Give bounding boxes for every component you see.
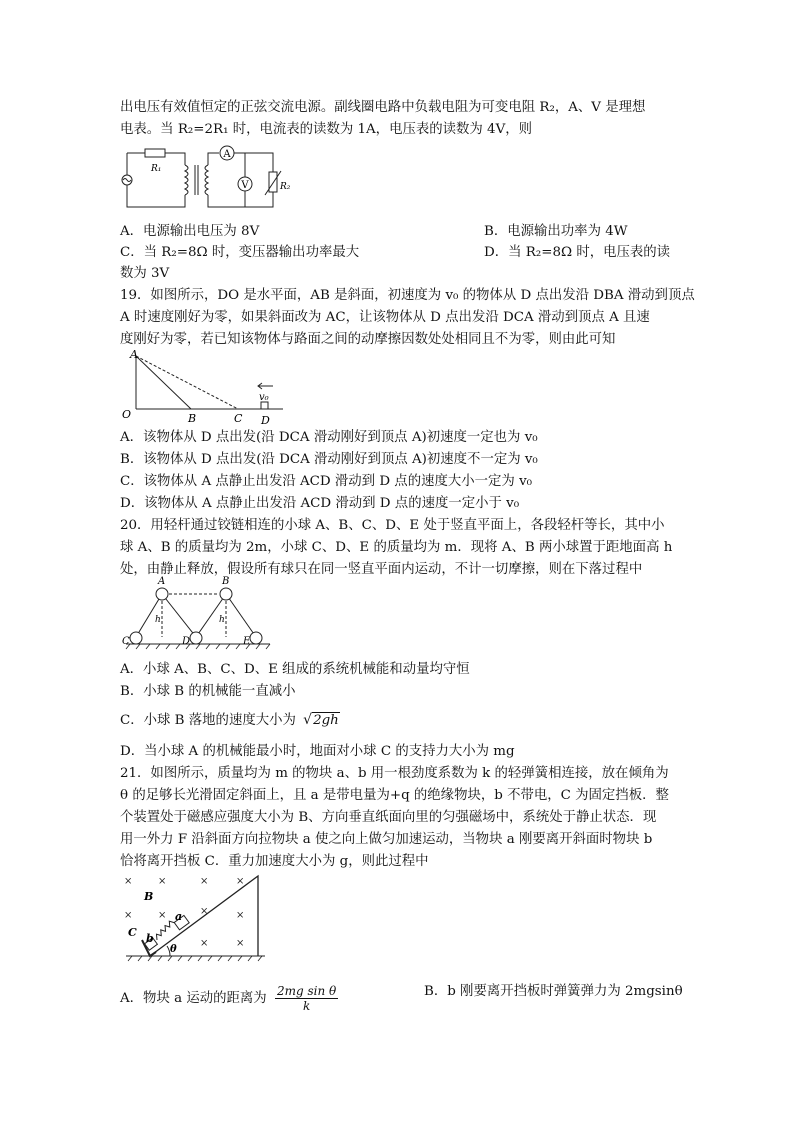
- q21-stem-line2: θ 的足够长光滑固定斜面上，且 a 是带电量为+q 的绝缘物块，b 不带电，C 为固定挡板．整: [120, 788, 669, 803]
- field-cross-10: ×: [236, 938, 245, 949]
- ball-b-label: B: [222, 576, 230, 587]
- point-d: D: [261, 414, 270, 427]
- q20-stem-line1: 20．用轻杆通过铰链相连的小球 A、B、C、D、E 处于竖直平面上，各段轻杆等长，其中小: [120, 518, 665, 533]
- ball-a-label: A: [158, 576, 166, 587]
- ammeter-label: A: [223, 149, 231, 160]
- q18-option-b: B．电源输出功率为 4W: [484, 224, 628, 239]
- field-cross-7: ×: [158, 910, 167, 921]
- field-cross-4: ×: [236, 876, 245, 887]
- magnetic-incline-figure: [120, 868, 270, 966]
- linked-balls-figure: [118, 574, 278, 652]
- q18-option-d-cont: 数为 3V: [120, 266, 170, 281]
- q18-option-d: D．当 R₂=8Ω 时，电压表的读: [484, 245, 671, 260]
- q21-option-a-text: A．物块 a 运动的距离为: [120, 990, 267, 1006]
- q20-option-a: A．小球 A、B、C、D、E 组成的系统机械能和动量均守恒: [120, 662, 470, 677]
- field-b-label: B: [144, 890, 154, 903]
- q19-option-b: B．该物体从 D 点出发(沿 DCA 滑动刚好到顶点 A)初速度不一定为 v₀: [120, 452, 538, 467]
- field-cross-8: ×: [236, 910, 245, 921]
- field-cross-3: ×: [200, 876, 209, 887]
- q18-option-a: A．电源输出电压为 8V: [120, 224, 260, 239]
- transformer-circuit-figure: [115, 145, 291, 215]
- sqrt-formula: √2gh: [303, 712, 339, 728]
- q19-option-c: C．该物体从 A 点静止出发沿 ACD 滑动到 D 点的速度大小一定为 v₀: [120, 474, 533, 489]
- q19-stem-line1: 19．如图所示，DO 是水平面，AB 是斜面，初速度为 v₀ 的物体从 D 点出发沿 DBA 滑动到顶点: [120, 288, 695, 303]
- r1-label: R₁: [151, 164, 162, 174]
- height-h-right: h: [219, 615, 225, 625]
- q21-stem-line4: 用一外力 F 沿斜面方向拉物块 a 使之向上做匀加速运动，当物块 a 刚要离开斜面时物块 b: [120, 832, 653, 847]
- q21-option-a: [120, 984, 338, 1014]
- q19-option-d: D．该物体从 A 点静止出发沿 ACD 滑动到 D 点的速度一定小于 v₀: [120, 496, 520, 511]
- block-a-label: a: [175, 910, 183, 923]
- v0-label: v₀: [259, 392, 269, 403]
- q20-option-d: D．当小球 A 的机械能最小时，地面对小球 C 的支持力大小为 mg: [120, 744, 515, 759]
- point-b: B: [188, 412, 197, 425]
- field-cross-5: ×: [200, 906, 209, 917]
- field-cross-2: ×: [158, 876, 167, 887]
- fraction: [275, 984, 338, 1014]
- barrier-c-label: C: [128, 926, 137, 939]
- sqrt-radicand: 2gh: [313, 713, 339, 728]
- q21-stem-line1: 21．如图所示，质量均为 m 的物块 a、b 用一根劲度系数为 k 的轻弹簧相连接，放在倾角为: [120, 766, 669, 781]
- voltmeter-label: V: [241, 180, 249, 191]
- q20-option-b: B．小球 B 的机械能一直减小: [120, 684, 296, 699]
- q18-option-c: C．当 R₂=8Ω 时，变压器输出功率最大: [120, 245, 360, 260]
- field-cross-1: ×: [124, 876, 133, 887]
- q20-stem-line3: 处，由静止释放，假设所有球只在同一竖直平面内运动，不计一切摩擦，则在下落过程中: [120, 562, 643, 577]
- height-h-left: h: [155, 615, 161, 625]
- block-b-label: b: [146, 932, 154, 945]
- point-c: C: [234, 412, 243, 425]
- field-cross-6: ×: [124, 910, 133, 921]
- ball-d-label: D: [182, 636, 191, 647]
- q21-stem-line3: 个装置处于磁感应强度大小为 B、方向垂直纸面向里的匀强磁场中，系统处于静止状态．现: [120, 810, 657, 825]
- fraction-denominator: k: [302, 999, 311, 1014]
- incline-figure: [118, 348, 288, 428]
- r2-label: R₂: [280, 182, 291, 192]
- q20-option-c: [120, 712, 340, 729]
- ball-e-label: E: [243, 636, 251, 647]
- angle-theta-label: θ: [170, 944, 177, 955]
- q18-stem-line1: 出电压有效值恒定的正弦交流电源。副线圈电路中负载电阻为可变电阻 R₂，A、V 是理想: [120, 100, 646, 115]
- q19-option-a: A．该物体从 D 点出发(沿 DCA 滑动刚好到顶点 A)初速度一定也为 v₀: [120, 430, 538, 445]
- q19-stem-line2: A 时速度刚好为零，如果斜面改为 AC，让该物体从 D 点出发沿 DCA 滑动到顶点 A 且速: [120, 310, 650, 325]
- point-o: O: [122, 408, 132, 421]
- q19-stem-line3: 度刚好为零，若已知该物体与路面之间的动摩擦因数处处相同且不为零，则由此可知: [120, 332, 616, 347]
- fraction-numerator: 2mg sin θ: [276, 984, 337, 998]
- ball-c-label: C: [122, 636, 130, 647]
- q21-stem-line5: 恰将离开挡板 C．重力加速度大小为 g，则此过程中: [120, 854, 429, 869]
- q20-stem-line2: 球 A、B 的质量均为 2m，小球 C、D、E 的质量均为 m．现将 A、B 两小球置于距地面高 h: [120, 540, 673, 555]
- q20-option-c-text: C．小球 B 落地的速度大小为: [120, 713, 296, 728]
- field-cross-9: ×: [200, 938, 209, 949]
- q21-option-b: B．b 刚要离开挡板时弹簧弹力为 2mgsinθ: [424, 984, 683, 999]
- point-a: A: [130, 348, 138, 361]
- q18-stem-line2: 电表。当 R₂=2R₁ 时，电流表的读数为 1A，电压表的读数为 4V，则: [120, 122, 533, 137]
